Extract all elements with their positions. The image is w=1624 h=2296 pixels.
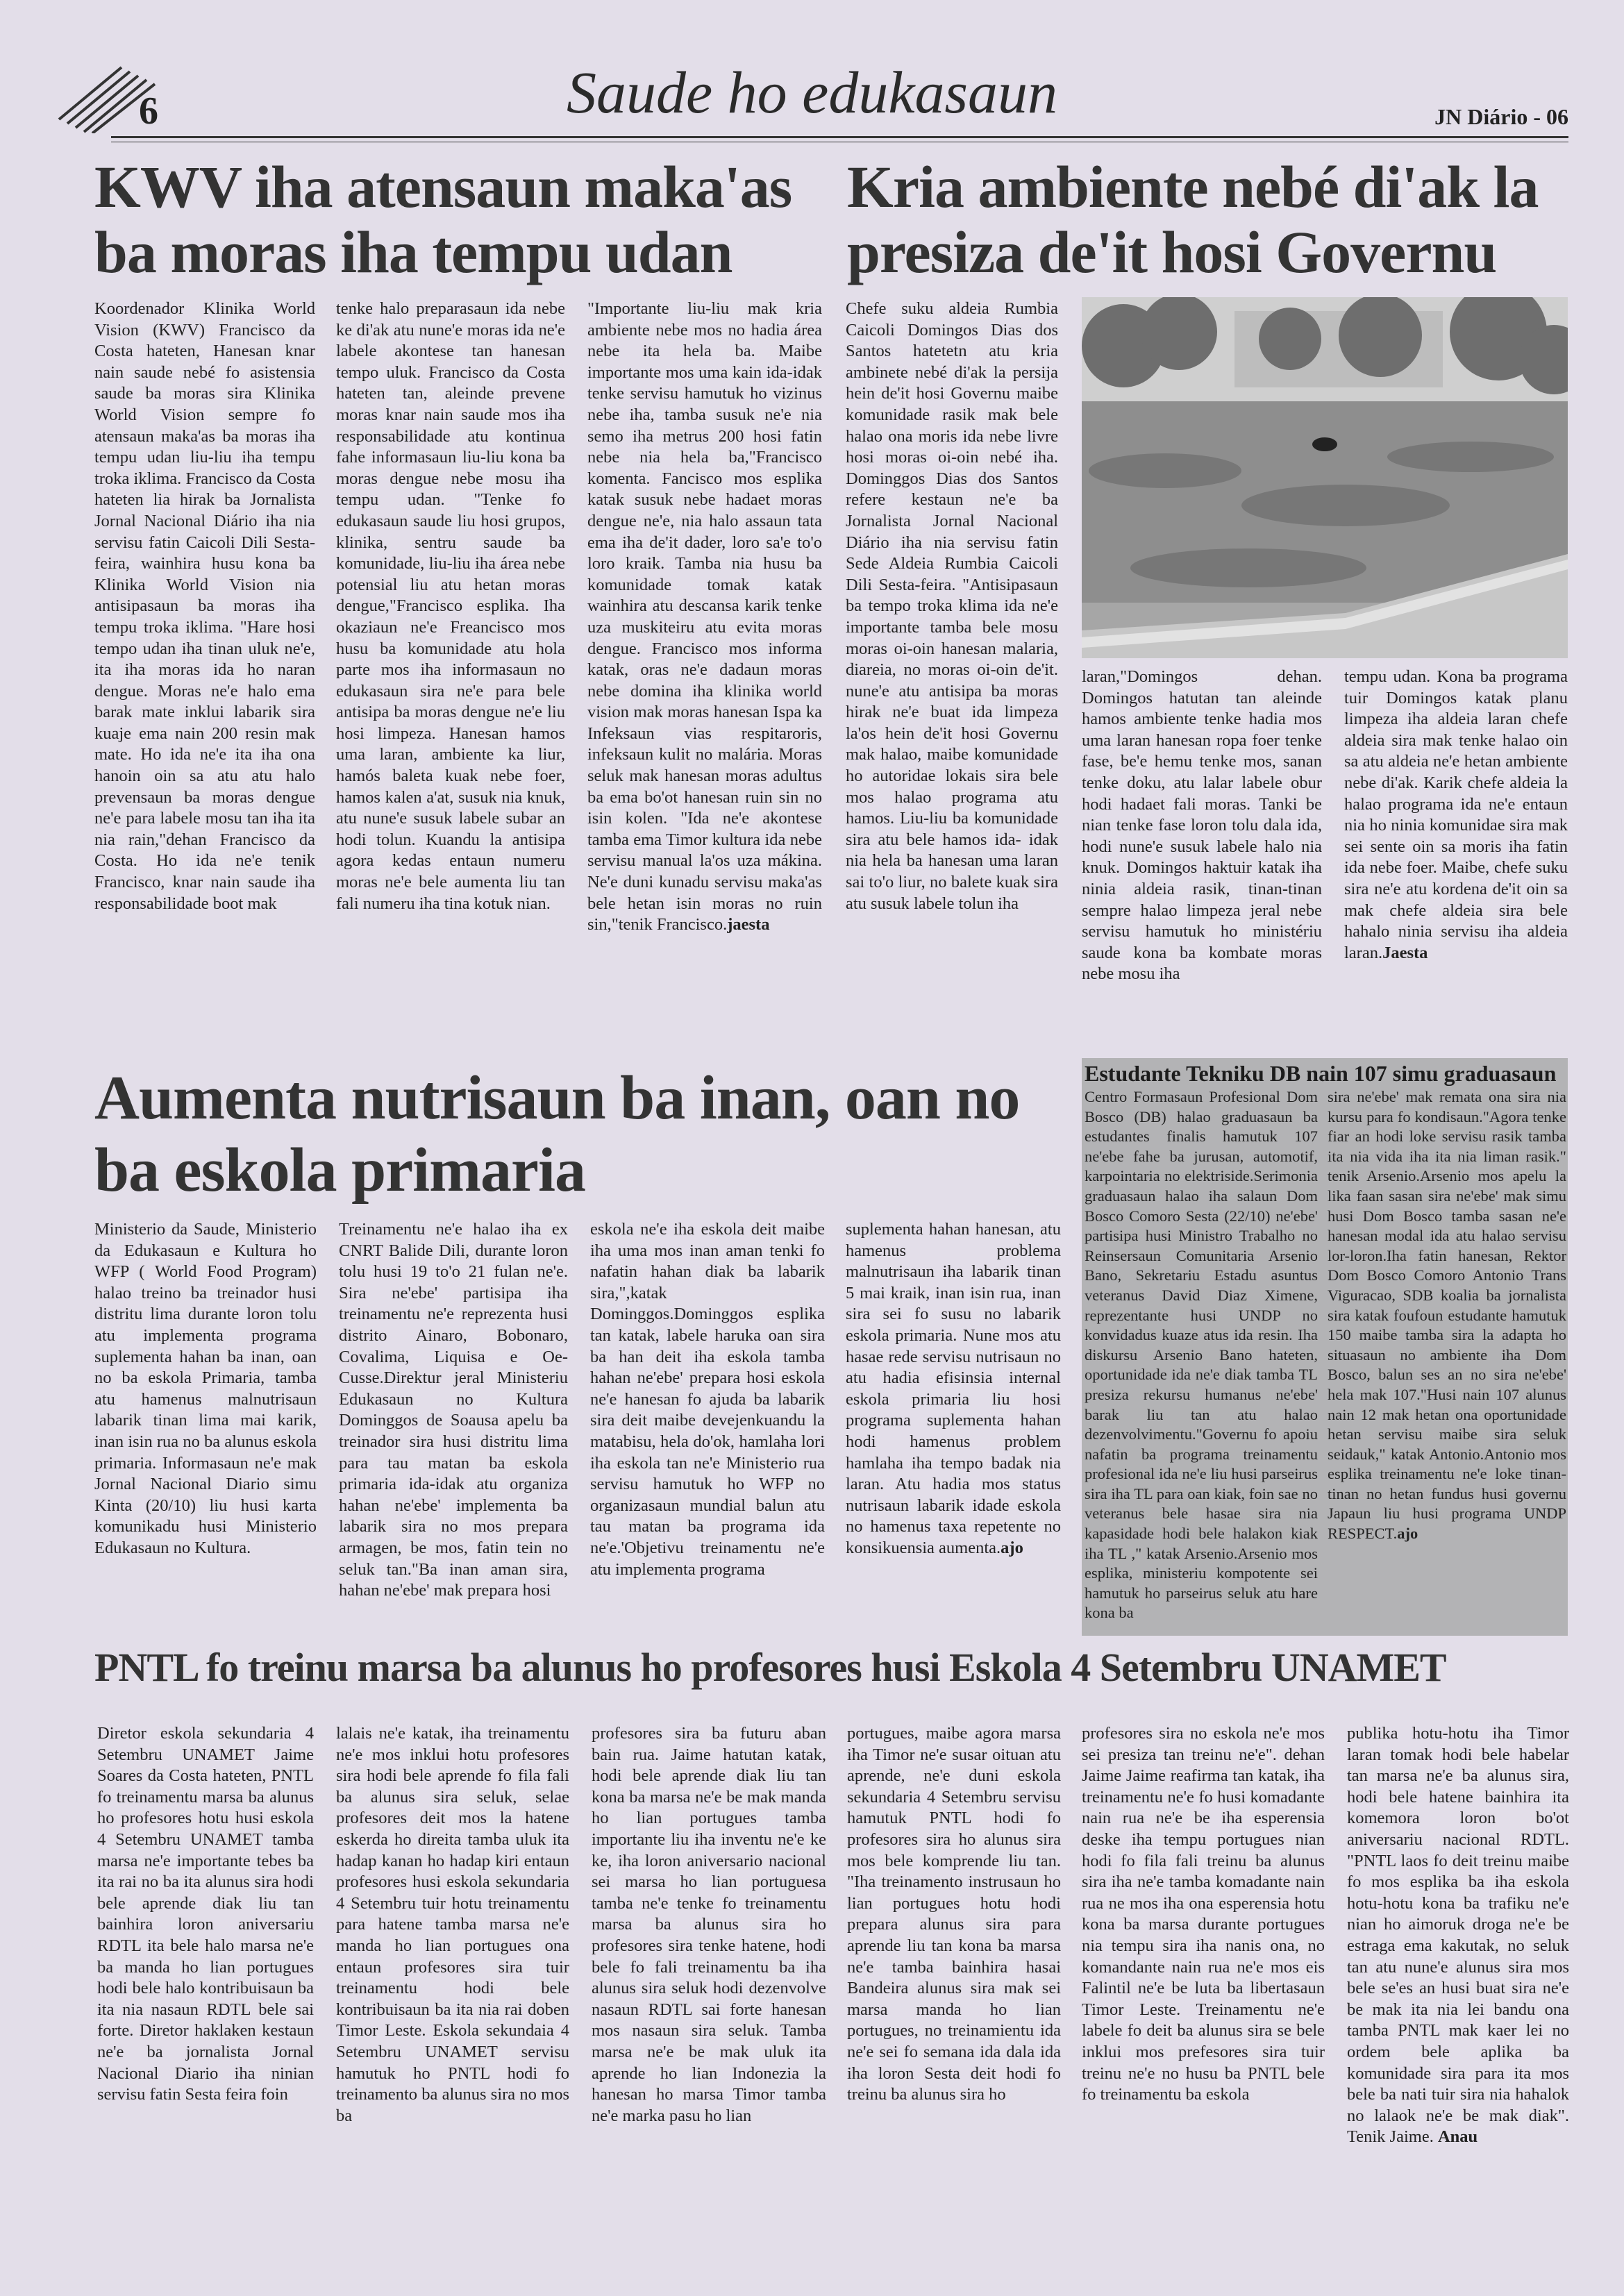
article3-column-4-text: suplementa hahan hanesan, atu hamenus problema malnutrisaun iha labarik tinan 5 mai kraik, inan isin rua, inan sira sei fo susu no labarik eskola primaria. Nune mos atu hasae rede servisu nutrisaun no atu hadia efisinsia internal eskola primaria liu hosi programa suplementa hahan hodi hamenus problem hamlaha iha tempo badak nia laran. Atu hadia mos status nutrisaun labarik idade eskola no hamenus taxa repetente no konsikuensia aumenta. (846, 1220, 1061, 1557)
article1-column-1: Koordenador Klinika World Vision (KWV) Francisco da Costa hateten, Hanesan knar nain saude nebé fo asistensia saude ba moras sira Klinika World Vision sempre fo atensaun maka'as ba moras iha tempu udan liu-liu iha tempu troka iklima. Francisco da Costa hateten lia hirak ba Jornalista Jornal Nacional Diário iha nia servisu fatin Caicoli Dili Sesta-feira, wainhira husu kona ba Klinika World Vision nia antisipasaun ba moras iha tempu troka iklima. "Hare hosi tempo udan iha tinan uluk ne'e, ita iha moras ida ho naran dengue. Moras ne'e halo ema barak mate inklui labarik sira kuaje ema nain 200 resin mak mate. Ho ida ne'e ita iha ona hanoin oin sa atu atu halo prevensaun ba moras dengue ne'e para labele mosu tan iha ita nia rain,"dehan Francisco da Costa. Ho ida ne'e tenik Francisco, knar nain saude iha responsabilidade boot mak (94, 299, 315, 913)
article2-headline: Kria ambiente nebé di'ak la presiza de'it hosi Governu (847, 153, 1539, 285)
article2-column-3 (1344, 667, 1568, 1055)
article4-headline: Estudante Tekniku DB nain 107 simu graduasaun (1085, 1061, 1557, 1086)
article2-byline: Jaesta (1382, 943, 1428, 962)
section-title: Saude ho edukasaun (567, 59, 1057, 126)
article2-photo (1082, 297, 1568, 658)
article3-column-1: Ministerio da Saude, Ministerio da Edukasaun e Kultura ho WFP ( World Food Program) halao treino ba treinador husi distritu lima durante loron tolu atu implementa programa suplementa hahan ba inan, oan no ba eskola Primaria, tamba atu hamenus malnutrisaun labarik tinan lima mai karik, inan isin rua no ba alunus eskola primaria. Informasaun ne'e mak Jornal Nacional Diario simu Kinta (20/10) liu husi karta komunikadu husi Ministerio Edukasaun no Kultura. (94, 1220, 317, 1557)
article5-column-6-text: publika hotu-hotu iha Timor laran tomak hodi bele habelar tan marsa ne'e ba alunus sira, hodi bele hatene bainhira ita komemora loron bo'ot aniversariu nacional RDTL. "PNTL laos fo deit treinu maibe fo mos esplika ba iha eskola hotu-hotu kona ba trafiku ne'e nian ho aimoruk droga ne'e be estraga ema kakutak, no seluk tan atu nune'e alunus sira mos bele se'es an husi buat sira ne'e be mak ita nia lei bandu ona tamba PNTL mak kaer lei no ordem bele aplika ba komunidade sira para ita mos bele ba nati tuir sira nia hahalok no lalaok ne'e be mak diak". Tenik Jaime. (1347, 1724, 1569, 2147)
article5-column-1: Diretor eskola sekundaria 4 Setembru UNAMET Jaime Soares da Costa hateten, PNTL fo treinamentu marsa ba alunus ho profesores hotu husi eskola 4 Setembru UNAMET tamba marsa ne'e importante tebes ba ita rai no ba ita alunus sira hodi bele aprende diak liu tan bainhira loron aniversariu RDTL ita bele halo marsa ne'e ba manda ho lian portugues hodi bele halo kontribuisaun ba ita nia nasaun RDTL bele sai forte. Diretor haklaken kestaun ne'e ba jornalista Jornal Nacional Diario iha ninian servisu fatin Sesta feira foin (97, 1724, 314, 2104)
article2-column-2: laran,"Domingos dehan. Domingos hatutan tan aleinde hamos ambiente tenke hadia mos uma laran hanesan ropa foer tenke fase, be'e hemu tenke mos, sanan tenke doku, atu lalar labele obur hodi hadaet fali moras. Tanki be nian tenke fase loron tolu dala ida, hodi nune'e susuk labele halo nia knuk. Domingos haktuir katak iha ninia aldeia rasik, tinan-tinan sempre halao limpeza jeral nebe servisu hamutuk ho ministériu saude kona ba kombate moras nebe mosu iha (1082, 667, 1322, 984)
masthead-rule (111, 136, 1568, 142)
article2-column-1: Chefe suku aldeia Rumbia Caicoli Domingos Dias dos Santos hatetetn atu kria ambinete nebé di'ak la persija hein de'it hosi Governu maibe komunidade rasik mak bele halao ona moris ida nebe livre hosi moras oi-oin nebé iha. Dominggos Dias dos Santos refere kestaun ne'e ba Jornalista Jornal Nacional Diário iha nia servisu fatin Sede Aldeia Rumbia Caicoli Dili Sesta-feira. "Antisipasaun ba tempo troka klima ida ne'e importante tamba bele mosu moras oi-oin hanesan malaria, diareia, no moras oi-oin de'it. nune'e atu antisipa ba moras hirak ne'e buat ida limpeza la'os hein de'it hosi Governu mak halao, maibe komunidade ho autoridae lokais sira bele mos halao programa atu hamos. Liu-liu ba komunidade sira atu bele hamos ida- idak nia hela ba hanesan uma laran sai to'o liur, no balete kuak sira atu susuk labele tolun iha (846, 299, 1058, 913)
article5-column-6 (1347, 1723, 1569, 2223)
article1-byline: jaesta (727, 915, 770, 935)
article4-column-1: Centro Formasaun Profesional Dom Bosco (DB) halao graduasaun ba estudantes finalis hamutuk 107 ne'ebe fahe ba jurusan, automotif, karpointaria no elektriside.Serimonia graduasaun halao iha salaun Dom Bosco Comoro Sesta (22/10) ne'ebe' partisipa husi Ministro Trabalho no Reinsersaun Comunitaria Arsenio Bano, Sekretariu Estadu asuntus veteranus David Diaz Ximene, reprezentante husi UNDP no konvidadus kuaze atus ida resin. Iha diskursu Arsenio Bano hateten, oportunidade ida ne'e diak tamba TL presiza rekursu humanus ne'ebe' barak liu tan atu halao dezenvolvimentu."Governu fo apoiu nafatin ba programa treinamentu profesional ida ne'e liu husi parseirus sira iha TL para oan kiak, foin sae no veteranus bele hasae sira nia kapasidade hodi bele halakon kiak iha TL ," katak Arsenio.Arsenio mos esplika, ministeriu kompotente sei hamutuk ho parseirus seluk atu hare kona ba (1085, 1088, 1318, 1622)
article5-column-5: profesores sira no eskola ne'e mos sei presiza tan treinu ne'e". dehan Jaime Jaime reafirma tan katak, iha treinamentu ne'e fo husi komadante nain rua ne'e be iha esperensia deske iha tempu portugues nian hodi fo fila fali treinu ba alunus sira iha ne'e tamba komadante nain rua ne mos iha ona esperensia hotu kona ba marsa durante portugues nia tempu sira iha nanis ona, no komandante nain rua ne'e mos eis Falintil ne'e be luta ba libertasaun Timor Leste. Treinamentu ne'e labele fo deit ba alunus sira se bele inklui mos prefesores sira tuir treinu ne'e no husu ba PNTL bele fo treinamentu ba eskola (1082, 1724, 1325, 2104)
article3-byline: ajo (1001, 1538, 1023, 1557)
article3-column-3: eskola ne'e iha eskola deit maibe iha uma mos inan aman tenki fo nafatin hahan diak ba labarik sira,",katak Dominggos.Dominggos esplika tan katak, labele haruka oan sira ba han deit iha eskola tamba hahan ne'ebe' prepara hosi eskola ne'e hanesan fo ajuda ba labarik sira deit maibe devejenkuandu la matabisu, hela do'ok, hamlaha lori iha eskola tan ne'e Ministerio rua servisu hamutuk ho WFP no organizasaun mundial balun atu tau matan ba programa ida ne'e.'Objetivu treinamentu ne'e atu implementa programa (590, 1220, 825, 1579)
article4-column-2 (1328, 1087, 1566, 1634)
article3-column-2: Treinamentu ne'e halao iha ex CNRT Balide Dili, durante loron tolu husi 19 to'o 21 fulan ne'e. Sira ne'ebe' partisipa iha treinamentu ne'e reprezenta husi distrito Ainaro, Bobonaro, Covalima, Liquisa e Oe-Cusse.Direktur jeral Ministeriu Edukasaun no Kultura Dominggos de Soausa apelu ba treinador sira husi distritu lima para tau matan ba eskola primaria ida-idak atu organiza hahan ne'ebe' implementa ba labarik sira no mos prepara armagen, be mos, fatin tein no seluk tan."Ba inan aman sira, hahan ne'ebe' mak prepara hosi (339, 1220, 568, 1600)
article4-byline: ajo (1397, 1525, 1418, 1543)
article1-column-3 (587, 299, 822, 1061)
paper-page-label: JN Diário - 06 (1434, 104, 1568, 129)
photo-image-icon (1082, 297, 1568, 658)
article3-headline: Aumenta nutrisaun ba inan, oan no ba eskola primaria (94, 1064, 1020, 1205)
article4-column-2-text: sira ne'ebe' mak remata ona sira nia kursu para fo kondisaun."Agora tenke fiar an hodi loke servisu rasik tamba ita nia vida iha ita nia liman rasik." tenik Arsenio.Arsenio mos apelu la lika faan sasan sira ne'ebe' mak simu husi Dom Bosco tamba sasan ne'e hanesan modal ida atu halao servisu lor-loron.Iha fatin hanesan, Rektor Dom Bosco Comoro Antonio Trans Viguracao, SDB koalia ba jornalista sira katak foufoun estudante hamutuk 150 maibe tamba sira la adapta ho situasaun no ambiente iha Dom Bosco, balun ses an no sira ne'ebe' hela mak 107."Husi nain 107 alunus nain 12 mak hetan ona oportunidade hetan servisu maibe sira seluk seidauk," katak Antonio.Antonio mos esplika treinamentu ne'e loke tinan-tinan no hetan fundus husi governu Japaun liu husi programa UNDP RESPECT. (1328, 1088, 1566, 1543)
article5-byline: Anau (1437, 2127, 1478, 2147)
article1-headline: KWV iha atensaun maka'as ba moras iha tempu udan (94, 153, 792, 285)
article5-column-2: lalais ne'e katak, iha treinamentu ne'e mos inklui hotu profesores sira hodi bele aprende fo fila fali ba alunus sira seluk, selae profesores deit mos la hatene eskerda ho direita tamba uluk ita hadap kanan ho hadap kiri entaun profesores husi eskola sekundaria 4 Setembru tuir hotu treinamentu para hatene tamba marsa ne'e manda ho lian portugues ona entaun profesores sira tuir treinamentu hodi bele kontribuisaun ba ita nia rai doben Timor Leste. Eskola sekundaia 4 Setembru UNAMET servisu hamutuk ho PNTL hodi fo treinamento ba alunus sira no mos ba (336, 1724, 569, 2125)
page-number: 6 (139, 90, 158, 133)
article5-column-3: profesores sira ba futuru aban bain rua. Jaime hatutan katak, hodi bele aprende diak liu tan kona ba marsa ne'e be mak manda ho lian portugues tamba importante liu iha inventu ne'e ke ke, iha loron aniversario nacional sei marsa ho lian portuguesa tamba ne'e tenke fo treinamentu marsa ba alunus sira ho profesores sira tenke hatene, hodi bele fo fali treinamentu ba iha alunus sira seluk hodi dezenvolve nasaun RDTL sai forte hanesan mos nasaun sira seluk. Tamba marsa ne'e be mak uluk ita aprende ho lian Indonezia la hanesan ho marsa Timor tamba ne'e marka pasu ho lian (592, 1724, 826, 2125)
article5-column-4: portugues, maibe agora marsa iha Timor ne'e susar oituan atu aprende, ne'e duni eskola sekundaria 4 Setembru servisu hamutuk PNTL hodi fo profesores sira ho alunus sira mos bele komprende liu tan. "Iha treinamento instrusaun ho lian portugues hotu hodi prepara alunus sira para aprende liu tan kona ba marsa ne'e tamba bainhira hasai Bandeira alunus sira mak sei marsa manda ho lian portugues, no treinamientu ida ne'e sei fo semana ida dala ida iha loron Sesta deit hodi fo treinu ba alunus sira ho (847, 1724, 1061, 2104)
article1-column-3-text: "Importante liu-liu mak kria ambiente nebe mos no hadia área nebe ita hela ba. Maibe importante mos uma kain ida-idak tenke servisu hamutuk ho vizinus nebe iha, tamba susuk ne'e nia semo iha metrus 200 hosi fatin nebe nia hela ba,"Francisco komenta. Fancisco mos esplika katak susuk nebe hadaet moras dengue ne'e, nia halo assaun tata ema iha de'it dader, loro sa'e to'o loro kraik. Tamba nia husu ba komunidade tomak katak wainhira atu descansa karik tenke uza muskiteiru atu evita moras dengue. Francisco mos informa katak, oras ne'e dadaun moras nebe domina iha klinika world vision mak moras hanesan Ispa ka Infeksaun vias respitaroris, infeksaun kulit no malária. Moras seluk mak hanesan moras adultus ba ema bo'ot hanesan ruin sin no isin kolen. "Ida ne'e akontese tamba ema Timor kultura ida nebe servisu manual la'os uza mákina. Ne'e duni kunadu servisu maka'as bele hetan isin moras no ruin sin,"tenik Francisco. (587, 299, 822, 935)
article3-column-4 (846, 1219, 1061, 1636)
article2-column-3-text: tempu udan. Kona ba programa tuir Domingos katak planu limpeza iha aldeia laran chefe aldeia sira mak tenke halao oin sa atu aldeia ne'e hetan ambiente nebe di'ak. Karik chefe aldeia la halao programa ida ne'e entaun nia ho ninia komunidae sira mak sei sente oin sa moris iha fatin ida nebe foer. Maibe, chefe suku sira ne'e atu kordena de'it oin sa mak chefe aldeia sira bele hahalo ninia servisu iha aldeia laran. (1344, 667, 1568, 962)
article1-column-2: tenke halo preparasaun ida nebe ke di'ak atu nune'e moras ida ne'e labele akontese tan hanesan tempo uluk. Francisco da Costa hateten tan, aleinde prevene moras knar nain saude mos iha responsabilidade atu kontinua fahe informasaun liu-liu kona ba moras dengue nebe mosu iha tempu udan. "Tenke fo edukasaun saude liu hosi grupos, klinika, sentru saude ba komunidade, liu-liu iha área nebe potensial liu atu hetan moras dengue,"Francisco esplika. Iha okaziaun ne'e Freancisco mos husu ba komunidade atu hola parte mos iha informasaun no edukasaun sira ne'e para bele antisipa ba moras dengue ne'e liu hosi limpeza. Hanesan hamos uma laran, ambiente ka liur, hamós baleta kuak nebe foer, hamos kalen a'at, susuk nia knuk, atu nune'e susuk labele subar an hodi tolun. Kuandu la antisipa agora kedas entaun numeru moras ne'e bele aumenta liu tan fali numeru iha tina kotuk nian. (336, 299, 565, 913)
article5-headline: PNTL fo treinu marsa ba alunus ho profesores husi Eskola 4 Setembru UNAMET (94, 1645, 1446, 1690)
